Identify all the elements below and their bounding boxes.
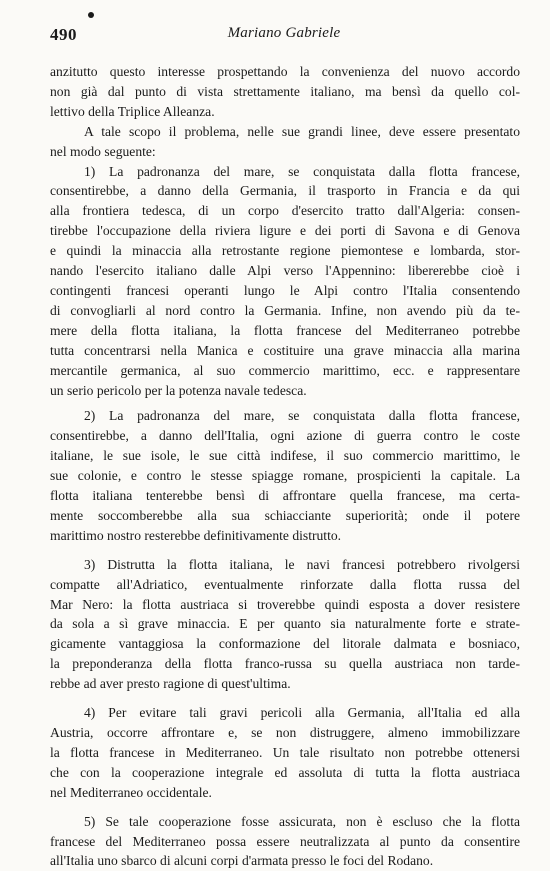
text-line: 1) La padronanza del mare, se conquistata dalla flotta francese,	[84, 163, 520, 179]
text-line: 2) La padronanza del mare, se conquistata dalla flotta francese,	[84, 408, 520, 424]
text-line: sue colonie, e contro le stesse spiagge romane, prospicienti la capitale. La	[50, 468, 520, 484]
page-header	[44, 22, 524, 46]
running-head: Mariano Gabriele	[227, 25, 341, 41]
text-line: la flotta francese in Mediterraneo. Un tale risultato non potrebbe ottenersi	[50, 744, 520, 760]
text-line: lettivo della Triplice Alleanza.	[50, 103, 215, 119]
text-line: mere della flotta italiana, la flotta francese del Mediterraneo potrebbe	[50, 322, 520, 338]
text-line: e quindi la minaccia alla retrostante regione piemontese e lombarda, stor-	[50, 243, 520, 259]
text-line: 4) Per evitare tali gravi pericoli alla Germania, all'Italia ed alla	[84, 705, 520, 721]
text-line: un serio pericolo per la potenza navale tedesca.	[50, 382, 307, 398]
text-line: nel Mediterraneo occidentale.	[50, 784, 212, 800]
text-line: contingenti francesi operanti lungo le Alpi contro l'Italia consentendo	[50, 282, 520, 298]
text-line: tutta concentrarsi nella Manica e costituire una grave minaccia alla marina	[50, 342, 520, 358]
text-line: gicamente vantaggiosa la conformazione del litorale dalmata e bosniaco,	[50, 636, 520, 652]
text-line: anzitutto questo interesse prospettando la convenienza del nuovo accordo	[50, 64, 520, 79]
text-line: non già dal punto di vista strettamente italiano, ma bensì da quello col-	[50, 83, 520, 99]
text-line: all'Italia uno sbarco di alcuni corpi d'armata presso le foci del Rodano.	[50, 853, 434, 869]
text-line: nel modo seguente:	[50, 143, 156, 159]
body-text	[50, 62, 520, 871]
text-line: da sola a sì grave minaccia. E per quanto sia naturalmente forte e strate-	[50, 616, 520, 632]
text-line: italiane, le sue isole, le sue città indifese, il suo commercio marittimo, le	[50, 448, 520, 464]
text-line: marittimo nostro resterebbe definitivamente distrutto.	[50, 527, 342, 543]
text-line: francese del Mediterraneo possa essere neutralizzata al punto da consentire	[50, 833, 520, 849]
text-line: la preponderanza della flotta franco-russa su quella austriaca non tarde-	[50, 656, 520, 672]
text-line: Mar Nero: la flotta austriaca si troverebbe quindi esposta a dover resistere	[50, 596, 520, 612]
text-line: alla frontiera tedesca, di un corpo d'esercito tratto dall'Algeria: consen-	[50, 203, 520, 219]
text-line: 5) Se tale cooperazione fosse assicurata, non è escluso che la flotta	[84, 813, 520, 829]
text-line: rebbe ad aver presto ragione di quest'ultima.	[50, 676, 291, 692]
text-line: Austria, occorre affrontare e, se non distruggere, almeno immobilizzare	[50, 725, 520, 740]
text-line: mercantile germanica, al suo commercio marittimo, ecc. e rappresentare	[50, 362, 520, 378]
ink-dot	[88, 12, 94, 18]
text-line: di convogliarli al nord contro la Germania. Infine, non avendo più da te-	[50, 302, 520, 318]
text-line: A tale scopo il problema, nelle sue grandi linee, deve essere presentato	[84, 123, 520, 139]
text-line: che con la cooperazione integrale ed assoluta di tutta la flotta austriaca	[50, 764, 520, 780]
text-line: flotta italiana tenterebbe bensì di affrontare quella francese, ma certa-	[50, 488, 520, 504]
text-line: tirebbe l'occupazione della riviera ligure e dei porti di Savona e di Genova	[50, 223, 520, 239]
text-line: mente soccomberebbe alla sua schiacciante superiorità; onde il potere	[50, 507, 520, 523]
text-line: consentirebbe, a danno dell'Italia, ogni azione di guerra contro le coste	[50, 428, 520, 444]
page-number: 490	[50, 25, 77, 44]
text-line: 3) Distrutta la flotta italiana, le navi francesi potrebbero rivolgersi	[84, 556, 520, 572]
text-line: nando l'esercito italiano dalle Alpi verso l'Appennino: libererebbe cioè i	[50, 263, 520, 279]
text-line: compatte all'Adriatico, eventualmente rinforzate dalla flotta russa del	[50, 576, 520, 592]
text-line: consentirebbe, a danno della Germania, il trasporto in Francia e da qui	[50, 183, 520, 199]
